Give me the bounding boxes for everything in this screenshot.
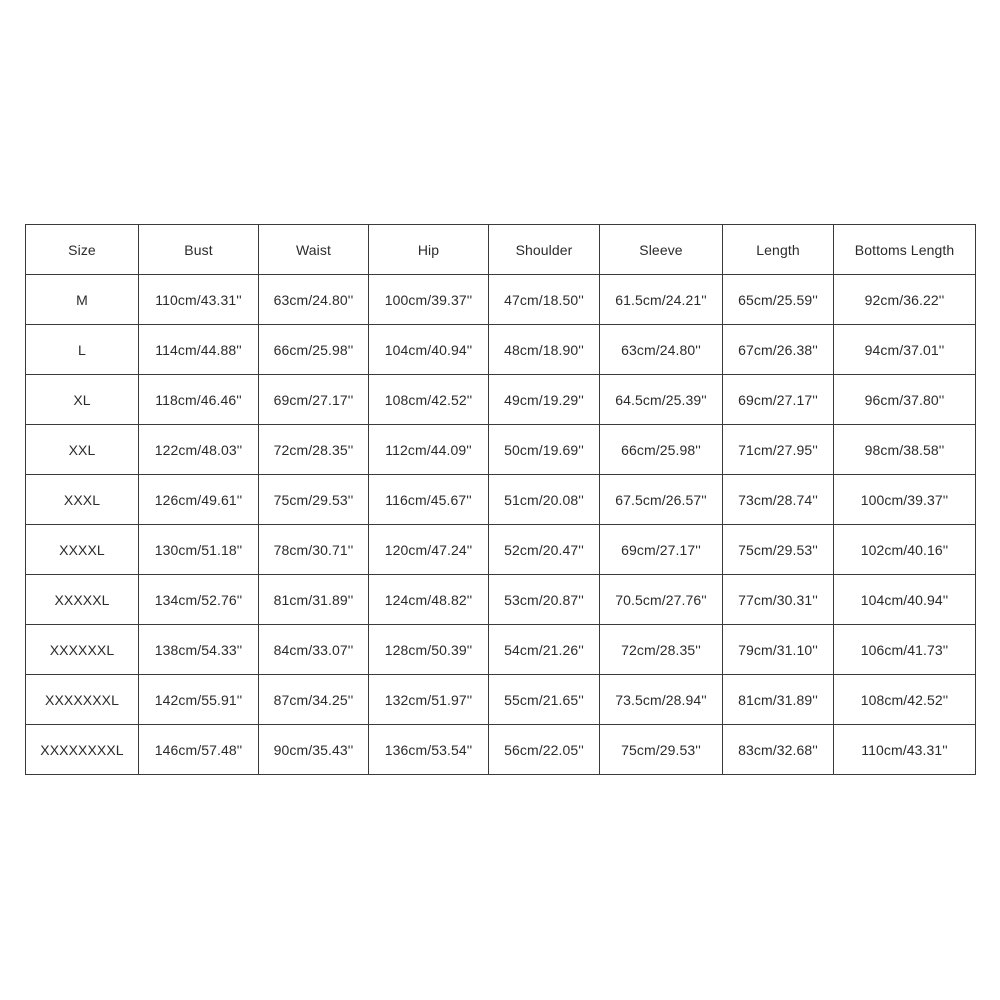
cell-size: M: [26, 275, 139, 325]
table-row: [26, 375, 976, 425]
cell-hip: 108cm/42.52'': [369, 375, 489, 425]
header-size: Size: [26, 225, 139, 275]
cell-size: XXXXXL: [26, 575, 139, 625]
cell-bust: 118cm/46.46'': [139, 375, 259, 425]
cell-length: 77cm/30.31'': [723, 575, 834, 625]
cell-shoulder: 53cm/20.87'': [489, 575, 600, 625]
cell-bust: 138cm/54.33'': [139, 625, 259, 675]
header-waist: Waist: [259, 225, 369, 275]
cell-bottoms-length: 102cm/40.16'': [834, 525, 976, 575]
header-length: Length: [723, 225, 834, 275]
cell-length: 65cm/25.59'': [723, 275, 834, 325]
cell-waist: 84cm/33.07'': [259, 625, 369, 675]
cell-shoulder: 56cm/22.05'': [489, 725, 600, 775]
cell-hip: 128cm/50.39'': [369, 625, 489, 675]
cell-waist: 87cm/34.25'': [259, 675, 369, 725]
table-row: [26, 475, 976, 525]
cell-bottoms-length: 104cm/40.94'': [834, 575, 976, 625]
cell-sleeve: 66cm/25.98'': [600, 425, 723, 475]
cell-waist: 78cm/30.71'': [259, 525, 369, 575]
header-bottoms-length: Bottoms Length: [834, 225, 976, 275]
cell-size: XXXXL: [26, 525, 139, 575]
header-shoulder: Shoulder: [489, 225, 600, 275]
table-row: [26, 275, 976, 325]
cell-size: XXXXXXL: [26, 625, 139, 675]
cell-length: 67cm/26.38'': [723, 325, 834, 375]
size-chart-body: [26, 275, 976, 775]
cell-bust: 130cm/51.18'': [139, 525, 259, 575]
cell-sleeve: 73.5cm/28.94'': [600, 675, 723, 725]
cell-bust: 114cm/44.88'': [139, 325, 259, 375]
cell-waist: 75cm/29.53'': [259, 475, 369, 525]
table-row: [26, 325, 976, 375]
cell-hip: 104cm/40.94'': [369, 325, 489, 375]
cell-sleeve: 64.5cm/25.39'': [600, 375, 723, 425]
cell-bust: 146cm/57.48'': [139, 725, 259, 775]
cell-length: 79cm/31.10'': [723, 625, 834, 675]
cell-bottoms-length: 98cm/38.58'': [834, 425, 976, 475]
cell-sleeve: 70.5cm/27.76'': [600, 575, 723, 625]
cell-hip: 132cm/51.97'': [369, 675, 489, 725]
table-row: [26, 575, 976, 625]
cell-bottoms-length: 100cm/39.37'': [834, 475, 976, 525]
cell-sleeve: 69cm/27.17'': [600, 525, 723, 575]
cell-shoulder: 51cm/20.08'': [489, 475, 600, 525]
cell-hip: 136cm/53.54'': [369, 725, 489, 775]
cell-sleeve: 63cm/24.80'': [600, 325, 723, 375]
cell-size: XXXXXXXL: [26, 675, 139, 725]
cell-length: 83cm/32.68'': [723, 725, 834, 775]
cell-length: 75cm/29.53'': [723, 525, 834, 575]
cell-bottoms-length: 94cm/37.01'': [834, 325, 976, 375]
cell-sleeve: 67.5cm/26.57'': [600, 475, 723, 525]
cell-size: XXXL: [26, 475, 139, 525]
cell-waist: 63cm/24.80'': [259, 275, 369, 325]
header-row: [26, 225, 976, 275]
cell-hip: 124cm/48.82'': [369, 575, 489, 625]
cell-shoulder: 50cm/19.69'': [489, 425, 600, 475]
cell-hip: 120cm/47.24'': [369, 525, 489, 575]
cell-waist: 72cm/28.35'': [259, 425, 369, 475]
cell-shoulder: 48cm/18.90'': [489, 325, 600, 375]
cell-bust: 142cm/55.91'': [139, 675, 259, 725]
cell-bottoms-length: 108cm/42.52'': [834, 675, 976, 725]
cell-shoulder: 47cm/18.50'': [489, 275, 600, 325]
cell-waist: 81cm/31.89'': [259, 575, 369, 625]
cell-length: 81cm/31.89'': [723, 675, 834, 725]
cell-size: L: [26, 325, 139, 375]
cell-bottoms-length: 106cm/41.73'': [834, 625, 976, 675]
size-chart-table: [25, 224, 976, 775]
cell-waist: 66cm/25.98'': [259, 325, 369, 375]
cell-length: 73cm/28.74'': [723, 475, 834, 525]
cell-sleeve: 61.5cm/24.21'': [600, 275, 723, 325]
cell-bottoms-length: 96cm/37.80'': [834, 375, 976, 425]
table-row: [26, 725, 976, 775]
cell-sleeve: 75cm/29.53'': [600, 725, 723, 775]
cell-size: XL: [26, 375, 139, 425]
cell-hip: 116cm/45.67'': [369, 475, 489, 525]
cell-bust: 126cm/49.61'': [139, 475, 259, 525]
table-row: [26, 675, 976, 725]
table-row: [26, 425, 976, 475]
cell-bust: 110cm/43.31'': [139, 275, 259, 325]
cell-shoulder: 52cm/20.47'': [489, 525, 600, 575]
cell-waist: 69cm/27.17'': [259, 375, 369, 425]
cell-hip: 100cm/39.37'': [369, 275, 489, 325]
cell-shoulder: 55cm/21.65'': [489, 675, 600, 725]
table-row: [26, 625, 976, 675]
header-sleeve: Sleeve: [600, 225, 723, 275]
cell-length: 69cm/27.17'': [723, 375, 834, 425]
cell-size: XXL: [26, 425, 139, 475]
cell-bust: 122cm/48.03'': [139, 425, 259, 475]
header-bust: Bust: [139, 225, 259, 275]
cell-waist: 90cm/35.43'': [259, 725, 369, 775]
header-hip: Hip: [369, 225, 489, 275]
cell-bottoms-length: 92cm/36.22'': [834, 275, 976, 325]
cell-shoulder: 49cm/19.29'': [489, 375, 600, 425]
cell-bottoms-length: 110cm/43.31'': [834, 725, 976, 775]
table-row: [26, 525, 976, 575]
cell-bust: 134cm/52.76'': [139, 575, 259, 625]
cell-sleeve: 72cm/28.35'': [600, 625, 723, 675]
cell-length: 71cm/27.95'': [723, 425, 834, 475]
cell-hip: 112cm/44.09'': [369, 425, 489, 475]
cell-size: XXXXXXXXL: [26, 725, 139, 775]
cell-shoulder: 54cm/21.26'': [489, 625, 600, 675]
